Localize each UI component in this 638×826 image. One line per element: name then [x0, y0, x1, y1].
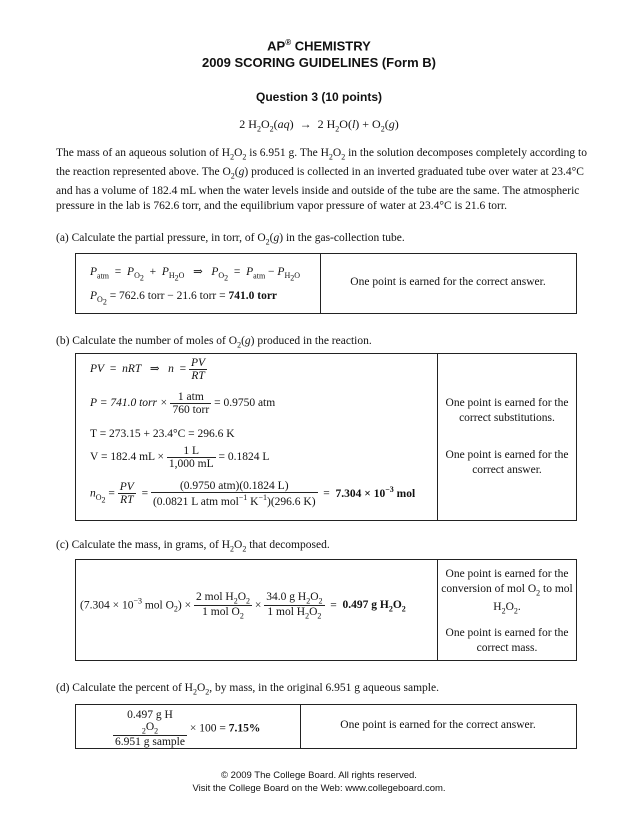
part-a-answer-line: $P_{O_2} = 762.6$ torr − 21.6 torr = 741.0 torr: [90, 290, 278, 307]
moles-calculation: $n_{O_2}$ = $\frac{PV}{RT}$ = $\frac{\text{(0.9750 atm)(0.1824 L)}}{(0.0821 L atm mol^{-1} K^{-1})(296.6 K)}$ = $7.304 \times 10^{-3}$ mol: [90, 480, 416, 508]
page-subtitle: 2009 SCORING GUIDELINES (Form B): [201, 55, 437, 70]
percent-calculation: 0.497 g H $_2O_2$ 6.951 g sample × 100 = 7.15%: [115, 709, 261, 749]
mass-calculation: ($7.304 \times 10^{-3}$ mol $O_2$) × $\frac{2 mol H_2O_2}{1 mol O_2}$ × $\frac{34.0 g H_2O_2}{1 mol H_2O_2}$ = 0.497 g $H_2O_2$: [80, 591, 406, 621]
question-title: Question 3 (10 points): [255, 90, 382, 104]
pressure-conversion: P = 741.0 torr × $\frac{\text{1 atm}}{\text{760 torr}}$ = 0.9750 atm: [90, 391, 276, 416]
part-b-point-1: One point is earned for the correct substitutions.: [445, 397, 569, 424]
part-a-equation: $P_{atm} = P_{O_2} + P_{H_2O}$ ⇒ $P_{O_2} = P_{atm} - P_{H_2O}$: [90, 266, 301, 283]
temperature-conversion: T = 273.15 + 23.4°C = 296.6 K: [90, 428, 235, 440]
part-b-prompt: (b) Calculate the number of moles of $O_2(g)$ produced in the reaction.: [56, 335, 372, 350]
reaction-equation: 2 $H_2O_2(aq) \to 2$ $H_2O(l) + O_2(g)$: [239, 117, 399, 134]
copyright: © 2009 The College Board. All rights reserved.: [221, 770, 417, 781]
footer-website: Visit the College Board on the Web: www.collegeboard.com.: [192, 783, 446, 794]
part-c-point-1: One point is earned for the conversion of mol $O_2$ to mol $H_2O_2$.: [441, 568, 573, 616]
part-a-point: One point is earned for the correct answer.: [350, 276, 546, 288]
problem-statement: The mass of an aqueous solution of $H_2O_2$ is 6.951 g. The $H_2O_2$ in the solution decomposes completely according to the reaction represented above. The $O_2(g)$ produced is collected in an inverted graduated tube over water at 23.4°C and has a volume of 182.4 mL when the water levels inside and outside of the tube are the same. The atmospheric pressure in the lab is 762.6 torr, and the equilibrium vapor pressure of water at 23.4°C is 21.6 torr.: [56, 147, 587, 213]
volume-conversion: V = 182.4 mL × $\frac{1 L}{1,000 mL}$ = 0.1824 L: [90, 445, 270, 470]
ideal-gas-law: PV = nRT ⇒ n = $\frac{PV}{RT}$: [90, 357, 206, 382]
part-c-point-2: One point is earned for the correct mass.: [445, 627, 569, 654]
part-a-prompt: (a) Calculate the partial pressure, in torr, of $O_2(g)$ in the gas-collection tube.: [56, 232, 405, 247]
part-c-prompt: (c) Calculate the mass, in grams, of $H_2O_2$ that decomposed.: [56, 539, 330, 554]
page-title: AP® CHEMISTRY: [267, 38, 371, 54]
part-b-point-2: One point is earned for the correct answer.: [445, 449, 569, 476]
part-d-prompt: (d) Calculate the percent of $H_2O_2$, by mass, in the original 6.951 g aqueous sample.: [56, 682, 439, 697]
part-d-point: One point is earned for the correct answer.: [340, 719, 536, 731]
